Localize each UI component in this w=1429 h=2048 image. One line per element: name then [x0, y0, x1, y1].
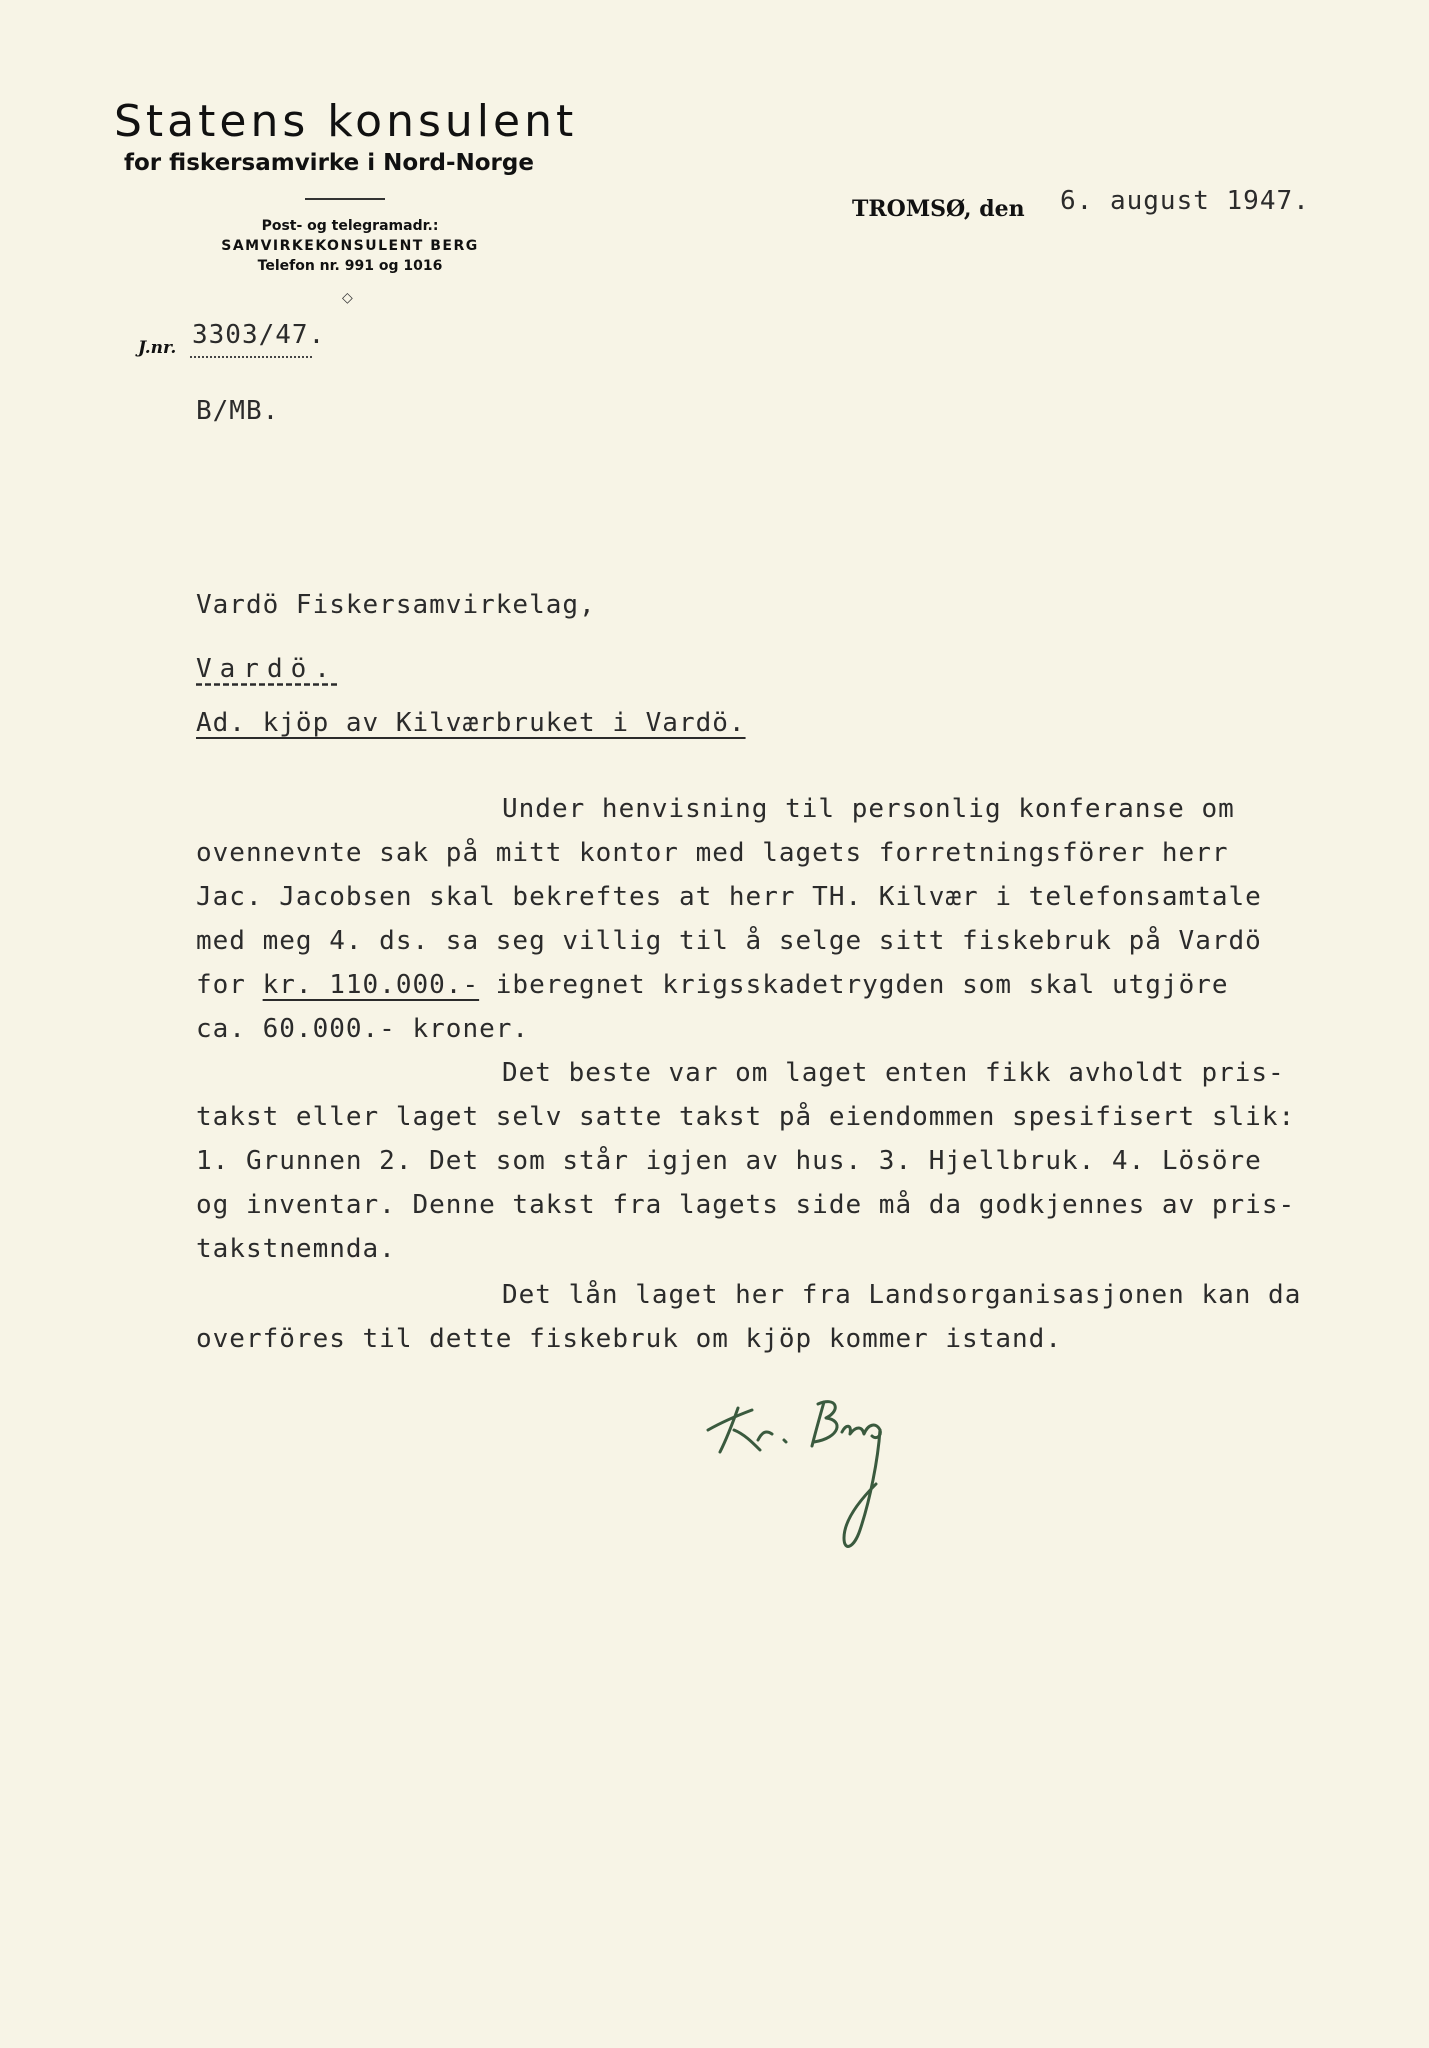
recipient-name: Vardö Fiskersamvirkelag, — [196, 590, 596, 620]
body-line: Det lån laget her fra Landsorganisasjonen kan da — [502, 1280, 1302, 1310]
body-line: Under henvisning til personlig konferanse om — [502, 794, 1235, 824]
letter-subject: Ad. kjöp av Kilværbruket i Vardö. — [196, 708, 746, 738]
contact-address: SAMVIRKEKONSULENT BERG — [221, 238, 479, 254]
ornament-icon: ◇ — [342, 290, 353, 306]
letter-date: 6. august 1947. — [1060, 186, 1310, 216]
price-amount: kr. 110.000.- — [262, 970, 480, 1000]
body-line: Det beste var om laget enten fikk avholdt pris- — [502, 1058, 1285, 1088]
journal-dotted-line — [190, 356, 312, 358]
body-line — [196, 970, 1229, 1000]
body-line: takstnemnda. — [196, 1234, 396, 1264]
body-text: iberegnet krigsskadetrygden som skal utgjöre — [479, 970, 1229, 1000]
reference-initials: B/MB. — [196, 396, 280, 426]
handwritten-signature — [700, 1380, 960, 1570]
journal-label: J.nr. — [138, 338, 177, 358]
body-text: for — [196, 970, 263, 1000]
contact-phone: Telefon nr. 991 og 1016 — [257, 258, 443, 274]
body-line: med meg 4. ds. sa seg villig til å selge sitt fiskebruk på Vardö — [196, 926, 1262, 956]
contact-label: Post- og telegramadr.: — [261, 218, 439, 234]
letterhead-subtitle: for fiskersamvirke i Nord-Norge — [124, 150, 534, 176]
body-line: takst eller laget selv satte takst på eiendommen spesifisert slik: — [196, 1102, 1296, 1132]
body-line: ca. 60.000.- kroner. — [196, 1014, 530, 1044]
letterhead-divider — [305, 198, 385, 200]
body-line: Jac. Jacobsen skal bekreftes at herr TH. Kilvær i telefonsamtale — [196, 882, 1262, 912]
place-label: TROMSØ, den — [852, 196, 1025, 222]
letterhead-title: Statens konsulent — [114, 96, 578, 147]
body-line: 1. Grunnen 2. Det som står igjen av hus. 3. Hjellbruk. 4. Lösöre — [196, 1146, 1262, 1176]
body-line: overföres til dette fiskebruk om kjöp kommer istand. — [196, 1324, 1062, 1354]
body-line: og inventar. Denne takst fra lagets side må da godkjennes av pris- — [196, 1190, 1296, 1220]
recipient-city: Vardö. — [196, 654, 338, 684]
body-line: ovennevnte sak på mitt kontor med lagets forretningsförer herr — [196, 838, 1229, 868]
letterhead-contact — [190, 216, 510, 276]
journal-number: 3303/47. — [192, 320, 326, 350]
